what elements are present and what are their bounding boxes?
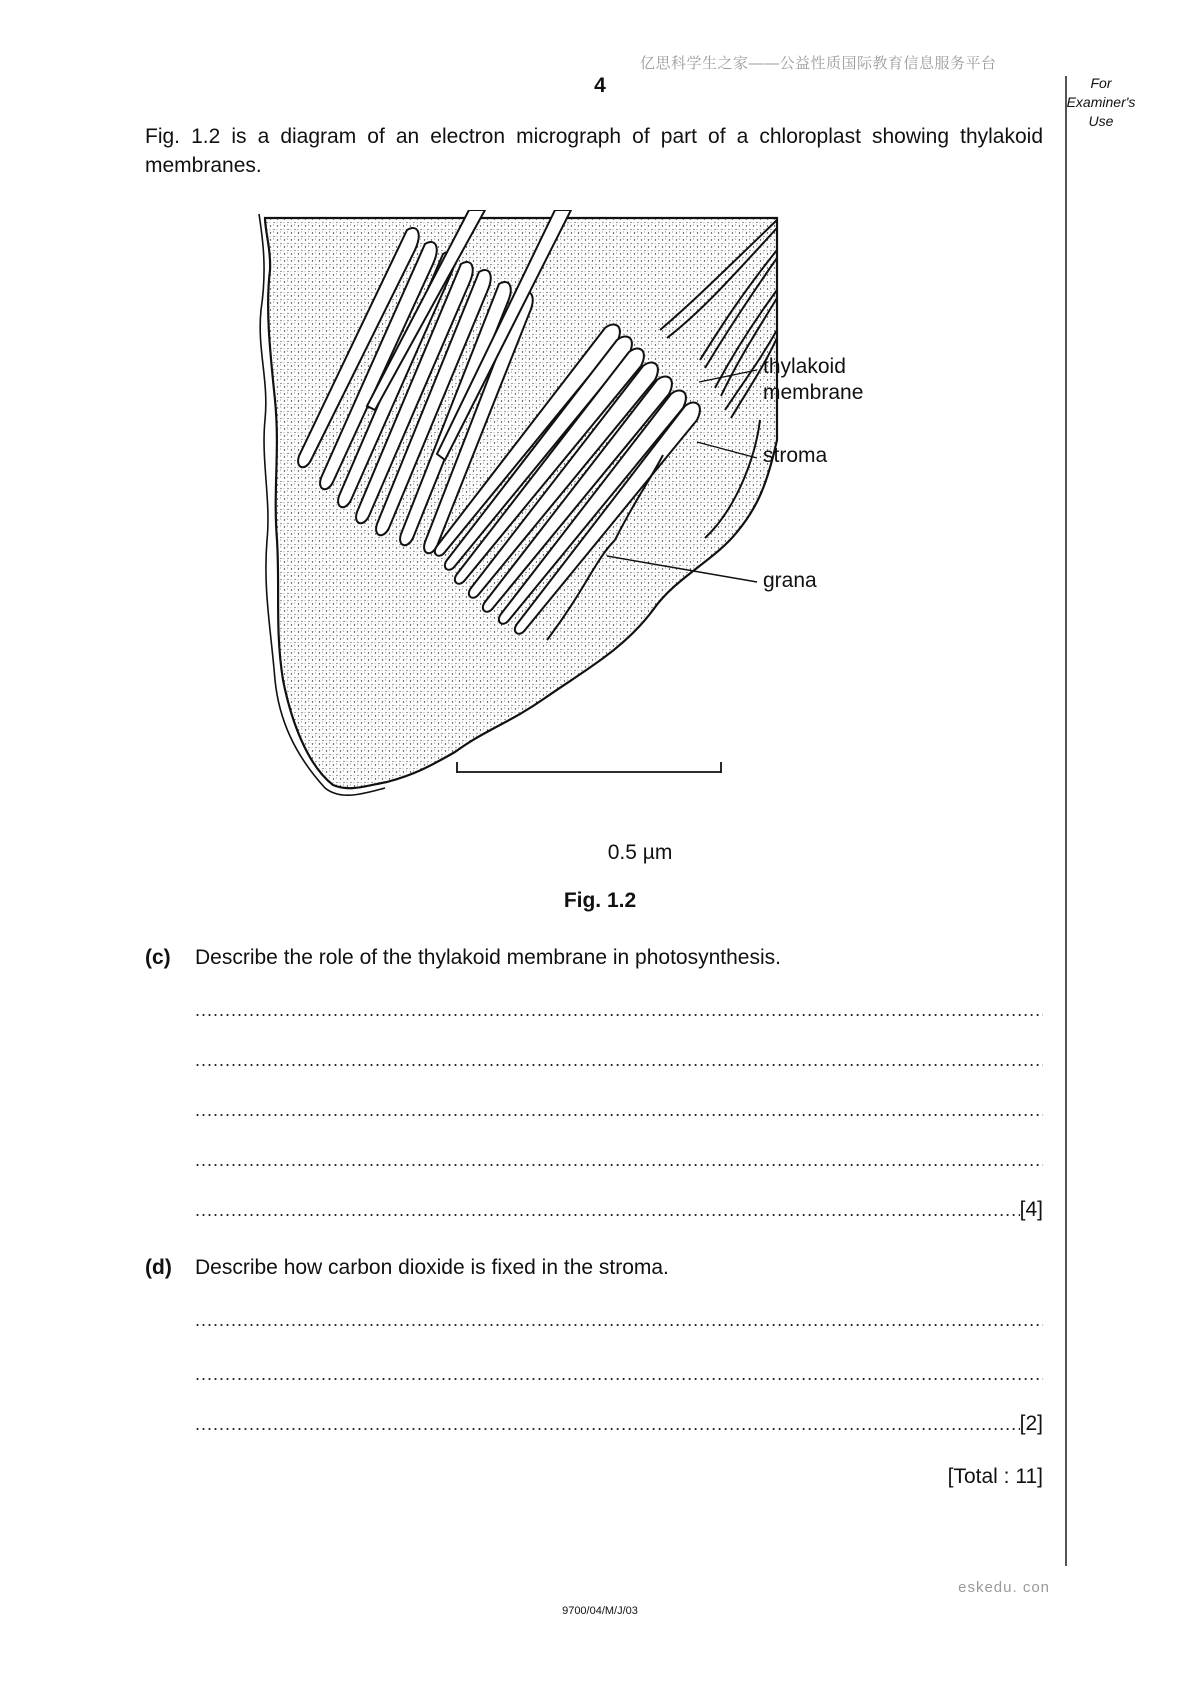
answer-line[interactable] [195, 1308, 1043, 1332]
examiner-label-line3: Use [1088, 113, 1114, 129]
question-c-text: Describe the role of the thylakoid membrane in photosynthesis. [195, 946, 781, 969]
examiner-label-line1: For [1090, 75, 1112, 91]
scale-bar [457, 762, 721, 773]
chloroplast-figure [255, 210, 785, 845]
label-thylakoid: thylakoid [763, 355, 846, 378]
answer-line[interactable] [195, 1362, 1043, 1386]
chloroplast-diagram [255, 210, 785, 840]
answer-line[interactable] [195, 1098, 1043, 1122]
label-stroma: stroma [763, 444, 828, 467]
page-number: 4 [594, 74, 606, 97]
question-d-text: Describe how carbon dioxide is fixed in the stroma. [195, 1256, 669, 1279]
answer-line-last[interactable] [195, 1412, 1043, 1436]
label-grana: grana [763, 569, 817, 592]
question-d-label: (d) [145, 1256, 172, 1279]
paper-code: 9700/04/M/J/03 [562, 1605, 638, 1617]
examiner-margin-rule [1065, 76, 1067, 1566]
header-watermark: 亿思科学生之家——公益性质国际教育信息服务平台 [640, 55, 997, 72]
figure-caption: Fig. 1.2 [563, 889, 637, 912]
total-marks: [Total : 11] [947, 1465, 1043, 1488]
question-c-marks: [4] [1019, 1198, 1043, 1221]
question-d-marks: [2] [1019, 1412, 1043, 1435]
label-membrane: membrane [763, 381, 864, 404]
answer-line[interactable] [195, 1148, 1043, 1172]
examiner-use-column [1066, 74, 1136, 131]
scale-label: 0.5 µm [607, 841, 673, 864]
examiner-label-line2: Examiner's [1066, 94, 1136, 110]
answer-line[interactable] [195, 1048, 1043, 1072]
answer-line-last[interactable] [195, 1198, 1043, 1222]
question-c-label: (c) [145, 946, 171, 969]
intro-text: Fig. 1.2 is a diagram of an electron micrograph of part of a chloroplast showing thylakoid membranes. [145, 125, 1043, 177]
answer-line[interactable] [195, 998, 1043, 1022]
footer-watermark: eskedu. con [958, 1579, 1050, 1596]
